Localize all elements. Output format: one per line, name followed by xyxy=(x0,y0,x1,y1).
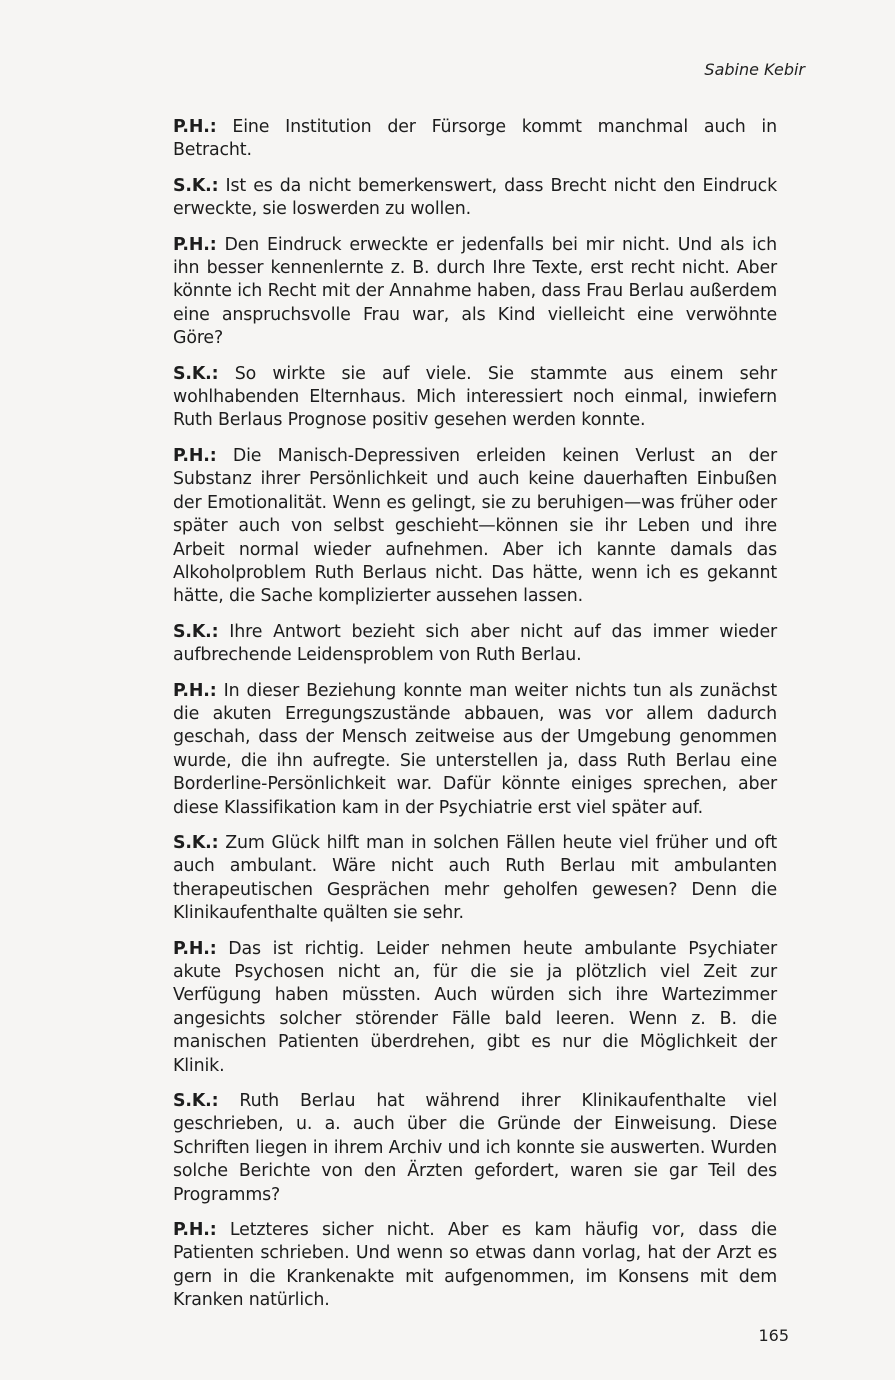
dialogue-paragraph xyxy=(173,445,777,609)
paragraph-text: Das ist richtig. Leider nehmen heute ambulante Psychiater akute Psychosen nicht an, für die sie ja plötzlich viel Zeit zur Verfügung haben müssten. Auch würden sich ihre Wartezimmer angesichts solcher störender Fälle bald leeren. Wenn z. B. die manischen Patienten überdrehen, gibt es nur die Möglichkeit der Klinik. xyxy=(173,938,777,1076)
dialogue-paragraph xyxy=(173,680,777,820)
paragraph-text: Ihre Antwort bezieht sich aber nicht auf das immer wieder aufbrechende Leidensproblem von Ruth Berlau. xyxy=(173,621,777,666)
paragraph-text: Ist es da nicht bemerkenswert, dass Brecht nicht den Eindruck erweckte, sie loswerden zu wollen. xyxy=(173,175,777,220)
dialogue-paragraph xyxy=(173,938,777,1078)
paragraph-text: So wirkte sie auf viele. Sie stammte aus einem sehr wohlhabenden Elternhaus. Mich interessiert noch einmal, inwiefern Ruth Berlaus Prognose positiv gesehen werden konnte. xyxy=(173,363,777,431)
speaker-label: S.K.: xyxy=(173,621,219,642)
paragraph-text: Letzteres sicher nicht. Aber es kam häufig vor, dass die Patienten schrieben. Und wenn so etwas dann vorlag, hat der Arzt es gern in die Krankenakte mit aufgenommen, im Konsens mit dem Kranken natürlich. xyxy=(173,1220,777,1311)
running-head: Sabine Kebir xyxy=(704,60,805,79)
speaker-label: P.H.: xyxy=(173,117,217,137)
paragraph-text: Ruth Berlau hat während ihrer Klinikaufenthalte viel geschrieben, u. a. auch über die Gründe der Einweisung. Diese Schriften liegen in ihrem Archiv und ich konnte sie auswerten. Wurden solche Berichte von den Ärzten gefordert, waren sie gar Teil des Programms? xyxy=(173,1091,777,1205)
dialogue-paragraph xyxy=(173,234,777,351)
speaker-label: P.H.: xyxy=(173,680,217,701)
speaker-label: P.H.: xyxy=(173,234,217,255)
speaker-label: S.K.: xyxy=(173,1091,219,1112)
paragraph-text: Die Manisch-Depressiven erleiden keinen Verlust an der Substanz ihrer Persönlichkeit und auch keine dauerhaften Einbußen der Emotionalität. Wenn es gelingt, sie zu beruhigen—was früher oder später auch von selbst geschieht—können sie ihr Leben und ihre Arbeit normal wieder aufnehmen. Aber ich kannte damals das Alkoholproblem Ruth Berlaus nicht. Das hätte, wenn ich es gekannt hätte, die Sache komplizierter aussehen lassen. xyxy=(173,445,777,607)
dialogue-paragraph xyxy=(173,116,777,163)
page-number: 165 xyxy=(758,1326,789,1345)
dialogue-paragraph xyxy=(173,832,777,926)
speaker-label: P.H.: xyxy=(173,445,217,466)
dialogue-paragraph xyxy=(173,1219,777,1313)
speaker-label: P.H.: xyxy=(173,1220,217,1241)
paragraph-text: In dieser Beziehung konnte man weiter nichts tun als zunächst die akuten Erregungszustände abbauen, was vor allem dadurch geschah, dass der Mensch zeitweise aus der Umgebung genommen wurde, die ihn aufregte. Sie unterstellen ja, dass Ruth Berlau eine Borderline-Persönlichkeit war. Dafür könnte einiges sprechen, aber diese Klassifikation kam in der Psychiatrie erst viel später auf. xyxy=(173,680,777,818)
dialogue-paragraph xyxy=(173,1090,777,1207)
paragraph-text: Eine Institution der Fürsorge kommt manchmal auch in Betracht. xyxy=(173,117,777,161)
paragraph-text: Zum Glück hilft man in solchen Fällen heute viel früher und oft auch ambulant. Wäre nicht auch Ruth Berlau mit ambulanten therapeutischen Gesprächen mehr geholfen gewesen? Denn die Klinikaufenthalte quälten sie sehr. xyxy=(173,832,777,924)
dialogue-paragraph xyxy=(173,621,777,668)
dialogue-paragraph xyxy=(173,175,777,222)
dialogue-paragraph xyxy=(173,363,777,433)
paragraph-text: Den Eindruck erweckte er jedenfalls bei mir nicht. Und als ich ihn besser kennenlernte z. B. durch Ihre Texte, erst recht nicht. Aber könnte ich Recht mit der Annahme haben, dass Frau Berlau außerdem eine anspruchsvolle Frau war, als Kind vielleicht eine verwöhnte Göre? xyxy=(173,234,777,349)
interview-text xyxy=(173,116,777,1325)
speaker-label: S.K.: xyxy=(173,175,219,196)
speaker-label: S.K.: xyxy=(173,832,219,853)
speaker-label: P.H.: xyxy=(173,938,217,959)
speaker-label: S.K.: xyxy=(173,363,219,384)
